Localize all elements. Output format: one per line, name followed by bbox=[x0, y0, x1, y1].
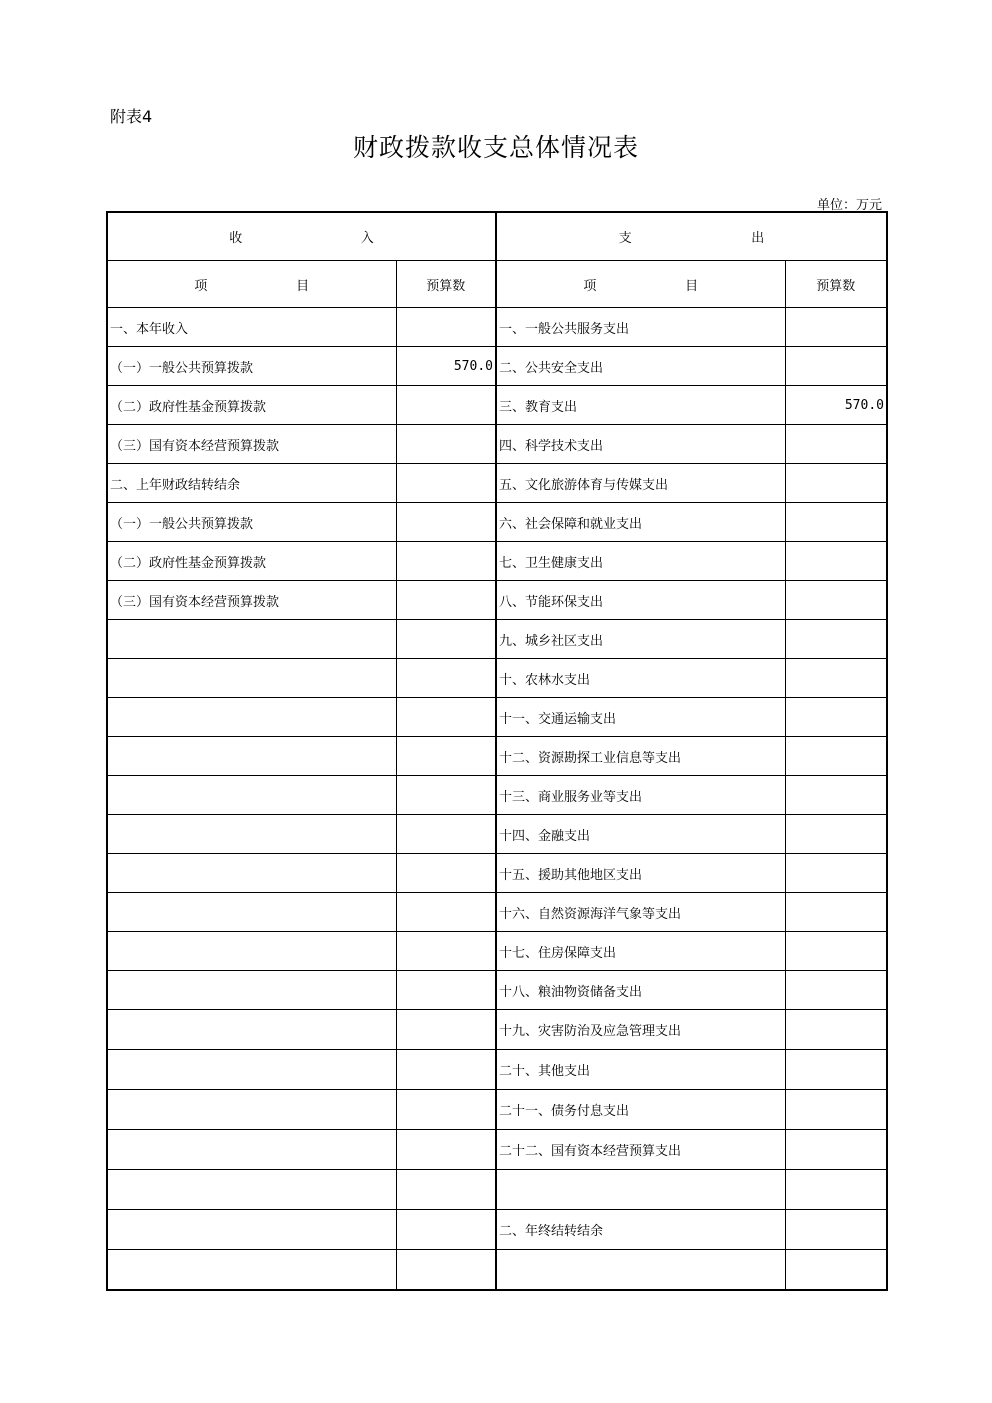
income-item-cell bbox=[107, 1090, 396, 1130]
income-item-cell: （一）一般公共预算拨款 bbox=[107, 347, 396, 386]
income-amount-cell bbox=[396, 542, 496, 581]
table-row bbox=[107, 815, 887, 854]
income-amount-cell bbox=[396, 308, 496, 347]
income-item-cell bbox=[107, 776, 396, 815]
income-item-cell bbox=[107, 854, 396, 893]
expense-amount-cell bbox=[785, 1050, 887, 1090]
income-amount-cell bbox=[396, 1010, 496, 1050]
income-item-cell bbox=[107, 893, 396, 932]
table-row bbox=[107, 1130, 887, 1170]
expense-amount-cell bbox=[785, 347, 887, 386]
table-row bbox=[107, 620, 887, 659]
expense-amount-cell bbox=[785, 776, 887, 815]
income-amount-cell bbox=[396, 425, 496, 464]
table-row bbox=[107, 386, 887, 425]
expense-item-cell: 三、教育支出 bbox=[496, 386, 785, 425]
income-header-char: 收 bbox=[229, 231, 243, 246]
table-row bbox=[107, 932, 887, 971]
income-amount-cell bbox=[396, 698, 496, 737]
expense-amount-cell bbox=[785, 581, 887, 620]
expense-item-cell: 七、卫生健康支出 bbox=[496, 542, 785, 581]
income-amount-cell bbox=[396, 971, 496, 1010]
table-row bbox=[107, 1250, 887, 1291]
expense-item-cell: 十一、交通运输支出 bbox=[496, 698, 785, 737]
expense-item-cell: 二、年终结转结余 bbox=[496, 1210, 785, 1250]
expense-item-cell: 十四、金融支出 bbox=[496, 815, 785, 854]
table-row bbox=[107, 464, 887, 503]
expense-item-cell: 九、城乡社区支出 bbox=[496, 620, 785, 659]
expense-item-cell: 六、社会保障和就业支出 bbox=[496, 503, 785, 542]
item-header-char: 目 bbox=[685, 278, 699, 294]
expense-item-cell: 十五、援助其他地区支出 bbox=[496, 854, 785, 893]
income-amount-cell bbox=[396, 1210, 496, 1250]
income-budget-header: 预算数 bbox=[396, 261, 496, 308]
income-amount-cell bbox=[396, 581, 496, 620]
income-amount-cell bbox=[396, 776, 496, 815]
income-item-cell: （三）国有资本经营预算拨款 bbox=[107, 581, 396, 620]
table-row bbox=[107, 1090, 887, 1130]
expense-header-char: 支 bbox=[618, 231, 632, 246]
table-row bbox=[107, 698, 887, 737]
income-item-header bbox=[107, 261, 396, 308]
expense-amount-cell bbox=[785, 542, 887, 581]
income-amount-cell bbox=[396, 815, 496, 854]
income-amount-cell bbox=[396, 932, 496, 971]
expense-item-cell bbox=[496, 1170, 785, 1210]
item-header-char: 目 bbox=[296, 278, 310, 294]
attachment-label: 附表4 bbox=[110, 107, 153, 126]
income-item-cell bbox=[107, 620, 396, 659]
table-row bbox=[107, 737, 887, 776]
table-row bbox=[107, 581, 887, 620]
income-amount-cell bbox=[396, 386, 496, 425]
expense-item-cell: 二十二、国有资本经营预算支出 bbox=[496, 1130, 785, 1170]
expense-item-cell: 十二、资源勘探工业信息等支出 bbox=[496, 737, 785, 776]
income-amount-cell: 570.0 bbox=[396, 347, 496, 386]
expense-header-char: 出 bbox=[751, 231, 765, 246]
income-item-cell bbox=[107, 1050, 396, 1090]
expense-item-cell: 十七、住房保障支出 bbox=[496, 932, 785, 971]
income-amount-cell bbox=[396, 620, 496, 659]
income-item-cell: （二）政府性基金预算拨款 bbox=[107, 386, 396, 425]
table-row bbox=[107, 425, 887, 464]
income-item-cell bbox=[107, 971, 396, 1010]
income-header bbox=[107, 212, 496, 261]
expense-item-cell bbox=[496, 1250, 785, 1291]
income-amount-cell bbox=[396, 503, 496, 542]
income-amount-cell bbox=[396, 893, 496, 932]
expense-amount-cell bbox=[785, 425, 887, 464]
table-row bbox=[107, 347, 887, 386]
expense-amount-cell bbox=[785, 1010, 887, 1050]
table-row bbox=[107, 776, 887, 815]
income-item-cell bbox=[107, 659, 396, 698]
unit-label: 单位：万元 bbox=[816, 198, 882, 213]
table-row bbox=[107, 1050, 887, 1090]
expense-item-cell: 十八、粮油物资储备支出 bbox=[496, 971, 785, 1010]
page-title: 财政拨款收支总体情况表 bbox=[352, 133, 639, 162]
table-row bbox=[107, 308, 887, 347]
expense-item-header bbox=[496, 261, 785, 308]
expense-amount-cell bbox=[785, 308, 887, 347]
income-item-cell bbox=[107, 698, 396, 737]
table-row bbox=[107, 503, 887, 542]
income-item-cell bbox=[107, 1210, 396, 1250]
expense-item-cell: 二、公共安全支出 bbox=[496, 347, 785, 386]
table-row bbox=[107, 971, 887, 1010]
income-amount-cell bbox=[396, 1090, 496, 1130]
expense-amount-cell bbox=[785, 893, 887, 932]
table-row bbox=[107, 1010, 887, 1050]
expense-item-cell: 十六、自然资源海洋气象等支出 bbox=[496, 893, 785, 932]
expense-amount-cell bbox=[785, 1250, 887, 1291]
expense-amount-cell bbox=[785, 620, 887, 659]
expense-amount-cell bbox=[785, 737, 887, 776]
expense-amount-cell bbox=[785, 698, 887, 737]
income-item-cell: （一）一般公共预算拨款 bbox=[107, 503, 396, 542]
table-row bbox=[107, 659, 887, 698]
expense-amount-cell bbox=[785, 1170, 887, 1210]
expense-header bbox=[496, 212, 887, 261]
expense-item-cell: 一、一般公共服务支出 bbox=[496, 308, 785, 347]
expense-amount-cell bbox=[785, 815, 887, 854]
expense-amount-cell: 570.0 bbox=[785, 386, 887, 425]
expense-item-cell: 十三、商业服务业等支出 bbox=[496, 776, 785, 815]
budget-table bbox=[106, 211, 888, 1291]
header-row-sub bbox=[107, 261, 887, 308]
expense-amount-cell bbox=[785, 503, 887, 542]
expense-amount-cell bbox=[785, 932, 887, 971]
income-item-cell bbox=[107, 1170, 396, 1210]
income-amount-cell bbox=[396, 659, 496, 698]
expense-amount-cell bbox=[785, 464, 887, 503]
expense-item-cell: 二十、其他支出 bbox=[496, 1050, 785, 1090]
income-item-cell: 一、本年收入 bbox=[107, 308, 396, 347]
expense-item-cell: 十九、灾害防治及应急管理支出 bbox=[496, 1010, 785, 1050]
item-header-char: 项 bbox=[194, 278, 208, 294]
expense-amount-cell bbox=[785, 854, 887, 893]
income-item-cell bbox=[107, 737, 396, 776]
income-item-cell bbox=[107, 815, 396, 854]
income-item-cell: （二）政府性基金预算拨款 bbox=[107, 542, 396, 581]
expense-amount-cell bbox=[785, 659, 887, 698]
income-item-cell: 二、上年财政结转结余 bbox=[107, 464, 396, 503]
income-amount-cell bbox=[396, 854, 496, 893]
income-header-char: 入 bbox=[360, 231, 374, 246]
expense-item-cell: 四、科学技术支出 bbox=[496, 425, 785, 464]
expense-item-cell: 五、文化旅游体育与传媒支出 bbox=[496, 464, 785, 503]
expense-amount-cell bbox=[785, 1210, 887, 1250]
table-row bbox=[107, 1170, 887, 1210]
income-item-cell: （三）国有资本经营预算拨款 bbox=[107, 425, 396, 464]
table-row bbox=[107, 542, 887, 581]
income-item-cell bbox=[107, 932, 396, 971]
income-amount-cell bbox=[396, 1050, 496, 1090]
income-item-cell bbox=[107, 1130, 396, 1170]
item-header-char: 项 bbox=[583, 278, 597, 294]
expense-item-cell: 二十一、债务付息支出 bbox=[496, 1090, 785, 1130]
income-amount-cell bbox=[396, 1130, 496, 1170]
expense-amount-cell bbox=[785, 971, 887, 1010]
income-item-cell bbox=[107, 1010, 396, 1050]
table-row bbox=[107, 893, 887, 932]
header-row-main bbox=[107, 212, 887, 261]
table-row bbox=[107, 1210, 887, 1250]
expense-amount-cell bbox=[785, 1090, 887, 1130]
expense-amount-cell bbox=[785, 1130, 887, 1170]
income-item-cell bbox=[107, 1250, 396, 1291]
expense-item-cell: 十、农林水支出 bbox=[496, 659, 785, 698]
income-amount-cell bbox=[396, 1170, 496, 1210]
expense-item-cell: 八、节能环保支出 bbox=[496, 581, 785, 620]
expense-budget-header: 预算数 bbox=[785, 261, 887, 308]
table-row bbox=[107, 854, 887, 893]
income-amount-cell bbox=[396, 464, 496, 503]
income-amount-cell bbox=[396, 1250, 496, 1291]
income-amount-cell bbox=[396, 737, 496, 776]
